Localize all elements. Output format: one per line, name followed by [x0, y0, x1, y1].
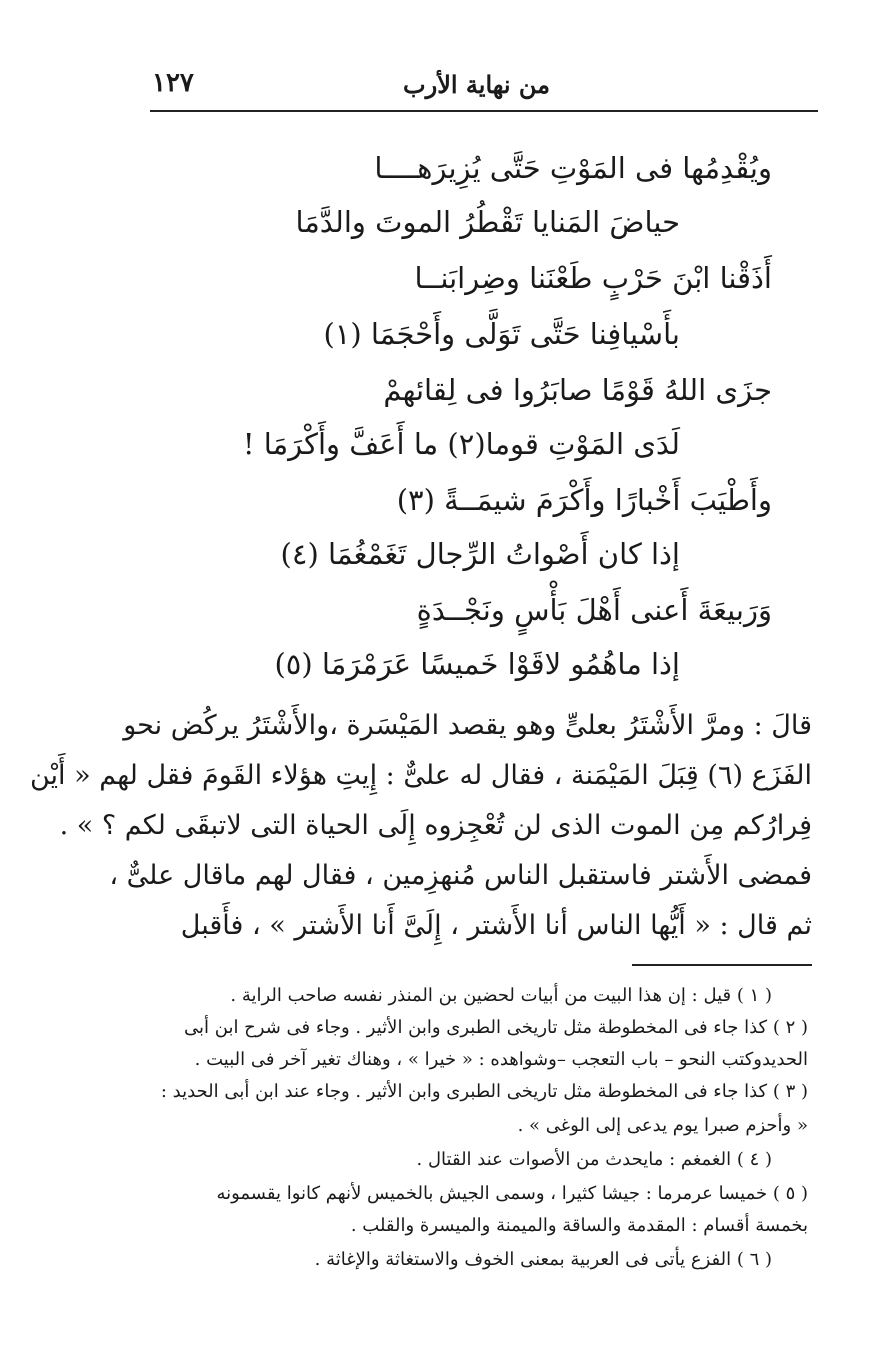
running-header-title: من نهاية الأرب — [403, 70, 550, 99]
footnote-1: ( ١ ) قيل : إن هذا البيت من أبيات لحضين بن المنذر نفسه صاحب الراية . — [230, 985, 772, 1006]
poem-verse-2: حياضَ المَنايا تَقْطُرُ الموتَ والدَّمَا — [295, 205, 680, 239]
body-line-4: فمضى الأَشتر فاستقبل الناس مُنهزِمين ، فقال لهم ماقال علىٌّ ، — [109, 860, 812, 891]
body-line-1: قالَ : ومرَّ الأَشْتَرُ بعلىٍّ وهو يقصد المَيْسَرة ،والأَشْتَرُ يركُض نحو — [123, 710, 812, 741]
footnote-2: ( ٢ ) كذا جاء فى المخطوطة مثل تاريخى الطبرى وابن الأثير . وجاء فى شرح ابن أبى — [184, 1017, 808, 1038]
poem-verse-9: وَرَبيعَةَ أَعنى أَهْلَ بَأْسٍ ونَجْــدَةٍ — [416, 593, 772, 627]
footnote-2-cont: الحديدوكتب النحو – باب التعجب –وشواهده : « خيرا » ، وهناك تغير آخر فى البيت . — [194, 1049, 808, 1070]
poem-verse-5: جزَى اللهُ قَوْمًا صابَرُوا فى لِقائهمْ — [383, 373, 772, 407]
footnote-6: ( ٦ ) الفزع يأتى فى العربية بمعنى الخوف والاستغاثة والإغاثة . — [314, 1249, 772, 1270]
footnote-3-cont: « وأحزم صبرا يوم يدعى إلى الوغى » . — [517, 1115, 808, 1136]
header-rule — [150, 110, 818, 112]
poem-verse-1: ويُقْدِمُها فى المَوْتِ حَتَّى يُزِيرَهــــا — [374, 151, 772, 185]
page-number: ١٢٧ — [152, 68, 194, 98]
footnote-5-cont: بخمسة أقسام : المقدمة والساقة والميمنة والميسرة والقلب . — [350, 1215, 808, 1236]
poem-verse-3: أَذَقْنا ابْنَ حَرْبٍ طَعْنَنا وضِرابَنــا — [414, 261, 772, 295]
poem-verse-7: وأَطْيَبَ أَخْبارًا وأَكْرَمَ شيمَــةً (٣) — [396, 483, 772, 517]
poem-verse-10: إذا ماهُمُو لاقَوْا خَميسًا عَرَمْرَمَا (٥) — [274, 647, 680, 681]
body-line-2: الفَزَع (٦) قِبَلَ المَيْمَنة ، فقال له علىٌّ : إِيتِ هؤلاء القَومَ فقل لهم « أَيْن — [29, 760, 812, 791]
body-line-3: فِرارُكم مِن الموت الذى لن تُعْجِزوه إِلَى الحياة التى لاتبقَى لكم ؟ » . — [59, 810, 812, 841]
footnote-4: ( ٤ ) الغمغم : مايحدث من الأصوات عند القتال . — [416, 1149, 772, 1170]
footnote-3: ( ٣ ) كذا جاء فى المخطوطة مثل تاريخى الطبرى وابن الأثير . وجاء عند ابن أبى الحديد : — [160, 1081, 808, 1102]
footnote-5: ( ٥ ) خميسا عرمرما : جيشا كثيرا ، وسمى الجيش بالخميس لأنهم كانوا يقسمونه — [216, 1183, 808, 1204]
body-line-5: ثم قال : « أَيُّها الناس أنا الأَشتر ، إِلَىَّ أَنا الأَشتر » ، فأَقبل — [180, 910, 812, 941]
footnote-rule — [632, 964, 812, 966]
poem-verse-6: لَدَى المَوْتِ قوما(٢) ما أَعَفَّ وأَكْرَمَا ! — [242, 427, 680, 461]
poem-verse-4: بأَسْيافِنا حَتَّى تَوَلَّى وأَحْجَمَا (١) — [323, 317, 680, 351]
poem-verse-8: إذا كان أَصْواتُ الرِّجال تَغَمْغُمَا (٤) — [280, 537, 680, 571]
